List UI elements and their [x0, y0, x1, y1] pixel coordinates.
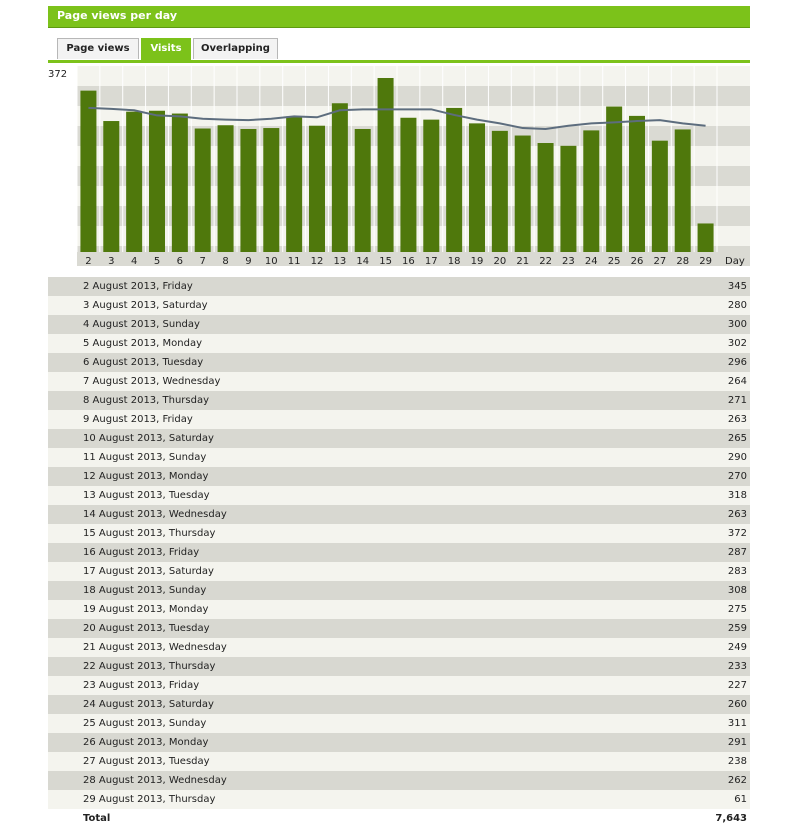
table-row: [48, 467, 750, 486]
table-row: [48, 277, 750, 296]
row-date: 26 August 2013, Monday: [83, 737, 209, 748]
chart-bar: [469, 123, 485, 252]
x-tick-label: 18: [447, 256, 461, 266]
row-value: 311: [727, 718, 747, 729]
chart-bar: [629, 116, 645, 252]
chart-bar: [126, 112, 142, 252]
chart-bar: [103, 121, 119, 252]
x-tick-label: 22: [539, 256, 552, 266]
row-date: 5 August 2013, Monday: [83, 338, 202, 349]
chart-canvas: [48, 66, 750, 266]
x-tick-label: 11: [287, 256, 301, 266]
chart-bar: [149, 111, 165, 252]
row-date: 9 August 2013, Friday: [83, 414, 193, 425]
row-date: 8 August 2013, Thursday: [83, 395, 210, 406]
row-date: 19 August 2013, Monday: [83, 604, 209, 615]
table-row: [48, 296, 750, 315]
row-date: 13 August 2013, Tuesday: [83, 490, 210, 501]
row-value: 345: [727, 281, 747, 292]
table-row: [48, 733, 750, 752]
table-row: [48, 505, 750, 524]
row-date: 23 August 2013, Friday: [83, 680, 200, 691]
x-tick-label: 29: [699, 256, 712, 266]
chart-bar: [446, 108, 462, 252]
tab-bar: [48, 38, 750, 61]
tab-overlapping[interactable]: Overlapping: [193, 38, 278, 59]
table-row: [48, 790, 750, 809]
table-row: [48, 410, 750, 429]
table-row: [48, 391, 750, 410]
row-value: 300: [727, 319, 747, 330]
table-row: [48, 372, 750, 391]
row-value: 227: [727, 680, 747, 691]
row-value: 291: [727, 737, 747, 748]
chart-bar: [286, 116, 302, 252]
x-tick-label: 2: [85, 256, 92, 266]
chart-bar: [263, 128, 279, 252]
visits-chart: [48, 66, 750, 266]
row-value: 308: [727, 585, 747, 596]
row-date: 21 August 2013, Wednesday: [83, 642, 227, 653]
table-row: [48, 524, 750, 543]
row-date: 29 August 2013, Thursday: [83, 794, 216, 805]
table-row: [48, 353, 750, 372]
row-value: 238: [727, 756, 747, 767]
chart-bar: [309, 126, 325, 252]
row-value: 259: [727, 623, 747, 634]
table-row: [48, 600, 750, 619]
row-date: 17 August 2013, Saturday: [83, 566, 214, 577]
tab-page-views[interactable]: Page views: [57, 38, 139, 59]
row-date: 7 August 2013, Wednesday: [83, 376, 221, 387]
y-max-label: 372: [48, 69, 68, 80]
total-label: Total: [83, 813, 111, 824]
chart-bar: [80, 91, 96, 252]
row-value: 265: [727, 433, 747, 444]
row-value: 270: [727, 471, 747, 482]
chart-bar: [400, 118, 416, 252]
row-date: 25 August 2013, Sunday: [83, 718, 207, 729]
chart-bar: [675, 129, 691, 252]
row-value: 318: [727, 490, 747, 501]
table-row: [48, 486, 750, 505]
chart-bar: [240, 129, 256, 252]
table-row: [48, 657, 750, 676]
row-value: 280: [727, 300, 747, 311]
row-value: 249: [727, 642, 747, 653]
row-date: 12 August 2013, Monday: [83, 471, 209, 482]
grid-band: [77, 66, 750, 86]
tab-visits[interactable]: Visits: [141, 38, 191, 61]
row-date: 24 August 2013, Saturday: [83, 699, 214, 710]
chart-bar: [423, 120, 439, 252]
row-value: 290: [727, 452, 747, 463]
x-tick-label: 19: [470, 256, 484, 266]
x-tick-label: 4: [130, 256, 138, 266]
row-date: 15 August 2013, Thursday: [83, 528, 216, 539]
chart-bar: [355, 129, 371, 252]
x-axis-label: Day: [725, 256, 745, 266]
chart-bar: [332, 103, 348, 252]
row-date: 16 August 2013, Friday: [83, 547, 200, 558]
row-date: 11 August 2013, Sunday: [83, 452, 207, 463]
total-row: [48, 809, 750, 829]
x-tick-label: 7: [199, 256, 206, 266]
table-row: [48, 334, 750, 353]
x-tick-label: 16: [402, 256, 415, 266]
panel-title: Page views per day: [57, 9, 178, 22]
tab-underline: [48, 60, 750, 63]
panel-header: [48, 6, 750, 28]
total-value: 7,643: [715, 813, 747, 824]
chart-bar: [218, 125, 234, 252]
row-date: 18 August 2013, Sunday: [83, 585, 207, 596]
row-value: 262: [727, 775, 747, 786]
table-row: [48, 448, 750, 467]
x-tick-label: 8: [222, 256, 229, 266]
table-row: [48, 581, 750, 600]
x-tick-label: 27: [653, 256, 667, 266]
row-value: 263: [727, 414, 747, 425]
row-value: 263: [727, 509, 747, 520]
table-row: [48, 771, 750, 790]
x-tick-label: 15: [379, 256, 392, 266]
row-value: 264: [727, 376, 747, 387]
x-tick-label: 26: [630, 256, 644, 266]
x-tick-label: 10: [264, 256, 278, 266]
row-date: 6 August 2013, Tuesday: [83, 357, 204, 368]
row-date: 10 August 2013, Saturday: [83, 433, 214, 444]
table-row: [48, 562, 750, 581]
chart-bar: [698, 223, 714, 252]
chart-bar: [652, 141, 668, 252]
x-tick-label: 25: [607, 256, 621, 266]
chart-bar: [172, 114, 188, 252]
row-value: 302: [727, 338, 747, 349]
row-date: 3 August 2013, Saturday: [83, 300, 208, 311]
row-value: 283: [727, 566, 747, 577]
x-tick-label: 20: [493, 256, 507, 266]
x-tick-label: 3: [108, 256, 115, 266]
x-tick-label: 13: [333, 256, 347, 266]
row-date: 28 August 2013, Wednesday: [83, 775, 227, 786]
row-value: 233: [727, 661, 747, 672]
table-row: [48, 676, 750, 695]
row-value: 271: [727, 395, 747, 406]
row-date: 27 August 2013, Tuesday: [83, 756, 210, 767]
chart-bar: [560, 146, 576, 252]
table-row: [48, 695, 750, 714]
chart-bar: [492, 131, 508, 252]
x-tick-label: 21: [516, 256, 530, 266]
table-row: [48, 619, 750, 638]
chart-bar: [606, 107, 622, 252]
table-row: [48, 638, 750, 657]
table-row: [48, 543, 750, 562]
x-tick-label: 5: [153, 256, 161, 266]
x-tick-label: 14: [356, 256, 370, 266]
table-row: [48, 714, 750, 733]
row-value: 296: [727, 357, 747, 368]
table-row: [48, 315, 750, 334]
row-value: 260: [727, 699, 747, 710]
x-tick-label: 12: [310, 256, 324, 266]
row-date: 22 August 2013, Thursday: [83, 661, 216, 672]
chart-bar: [378, 78, 394, 252]
x-tick-label: 9: [245, 256, 252, 266]
row-value: 372: [727, 528, 747, 539]
grid-band: [77, 86, 750, 106]
chart-bar: [583, 130, 599, 252]
row-date: 2 August 2013, Friday: [83, 281, 193, 292]
table-row: [48, 752, 750, 771]
chart-bar: [195, 129, 211, 252]
x-tick-label: 23: [562, 256, 575, 266]
row-value: 275: [727, 604, 747, 615]
chart-bar: [515, 136, 531, 252]
x-tick-label: 28: [676, 256, 690, 266]
x-tick-label: 17: [424, 256, 438, 266]
table-row: [48, 429, 750, 448]
row-value: 61: [734, 794, 747, 805]
row-date: 14 August 2013, Wednesday: [83, 509, 227, 520]
row-date: 4 August 2013, Sunday: [83, 319, 200, 330]
x-tick-label: 6: [176, 256, 184, 266]
row-date: 20 August 2013, Tuesday: [83, 623, 210, 634]
x-tick-label: 24: [584, 256, 598, 266]
chart-bar: [538, 143, 554, 252]
row-value: 287: [727, 547, 747, 558]
visits-table: [48, 277, 750, 829]
